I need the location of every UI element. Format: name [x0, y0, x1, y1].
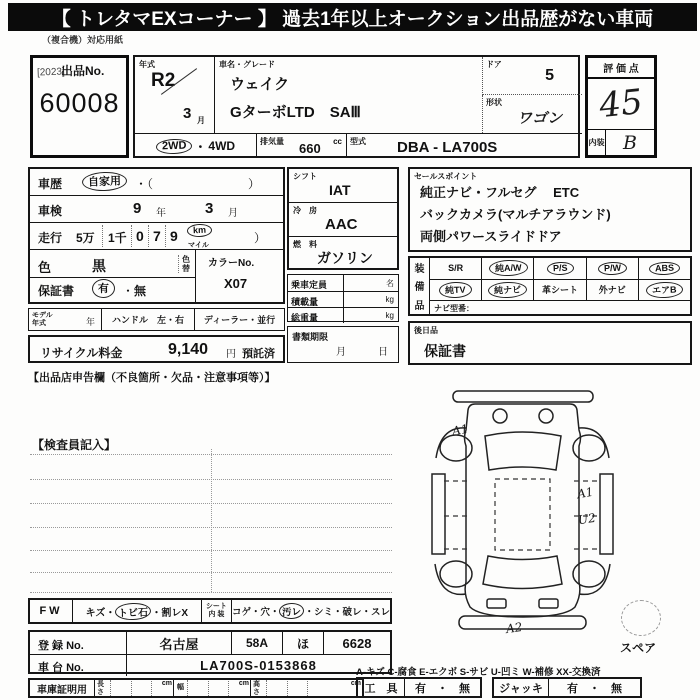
mileage-digit-1: 0	[136, 228, 144, 244]
inspector-heading: 【検査員記入】	[32, 438, 117, 452]
chassis-number: LA700S-0153868	[200, 658, 317, 673]
color-change-label: 色替	[178, 255, 188, 273]
shaken-month: 3	[205, 200, 214, 217]
inspector-line	[30, 592, 392, 593]
fw-row	[28, 598, 392, 624]
garage-row	[28, 678, 364, 698]
vehicle-box	[133, 55, 580, 158]
registration-number: 6628	[342, 635, 372, 651]
fuel-label: 燃 料	[293, 240, 317, 249]
navi-model-label: ナビ型番：	[434, 304, 474, 313]
sales-line-1: 純正ナビ・フルセグ ETC	[420, 185, 580, 200]
sales-line-3: 両側パワースライドドア	[420, 229, 562, 244]
door-cell	[482, 57, 582, 95]
warranty-no: 無	[134, 284, 147, 298]
capacity-unit: 名	[386, 279, 394, 288]
fuel-value: ガソリン	[317, 250, 373, 266]
garage-length-cells: cm	[111, 680, 174, 696]
spare-label: スペア	[620, 641, 657, 655]
later-items-value: 保証書	[424, 343, 466, 359]
registration-kana: ほ	[283, 632, 324, 654]
docs-box	[287, 326, 399, 363]
equip-pw: P/W	[587, 258, 639, 279]
name-cell	[215, 57, 482, 133]
damage-mark: U2	[577, 510, 597, 528]
damage-mark: A2	[505, 619, 524, 637]
career-paren-open: ・（	[135, 177, 154, 191]
model-code-cell	[347, 133, 582, 158]
weight-unit: kg	[385, 311, 394, 320]
year-value: R2	[151, 70, 176, 91]
displacement-value: 660	[299, 141, 321, 156]
shift-label: シフト	[293, 172, 317, 181]
docs-label: 書類期限	[292, 332, 329, 342]
equip-aftermarket-navi: 外ナビ	[587, 280, 639, 301]
lot-number: 60008	[39, 88, 120, 118]
lot-label: 出品No.	[61, 64, 105, 78]
shaken-year-unit: 年	[156, 208, 166, 219]
year-label: 年式	[139, 60, 155, 69]
dealer-cell: ディーラー・並行	[203, 315, 276, 325]
warranty-row	[30, 278, 195, 302]
color-no-label: カラーNo.	[208, 258, 255, 269]
handle-cell: ハンドル 左・右	[102, 309, 195, 330]
mileage-unit-km: km	[187, 224, 212, 238]
equip-airbag: エアB	[639, 280, 690, 301]
tools-label: 工 具	[358, 679, 405, 696]
drive-2wd: 2WD	[156, 138, 193, 154]
drive-cell	[135, 133, 257, 158]
mileage-paren: ）	[254, 231, 267, 245]
ac-label: 冷 房	[293, 206, 317, 215]
damage-mark: A1	[450, 421, 470, 439]
door-label: ドア	[486, 60, 502, 69]
garage-label: 車庫証明用	[30, 680, 95, 696]
color-value: 黒	[92, 258, 106, 274]
recycle-amount: 9,140	[168, 341, 209, 358]
color-no-cell	[195, 250, 283, 302]
weight-label: 総重量	[288, 308, 344, 323]
equipment-label: 装 備 品	[410, 258, 430, 314]
shift-value: IAT	[329, 182, 351, 198]
mileage-digit-2: 7	[153, 228, 161, 244]
mileage-row	[30, 223, 283, 250]
specs-box	[287, 167, 399, 270]
garage-height-label: 高さ	[251, 680, 267, 696]
shaken-label: 車検	[38, 204, 63, 218]
jack-options: 有 ・ 無	[567, 682, 622, 695]
model-year-unit: 年	[85, 317, 95, 327]
garage-width-cells: cm	[188, 680, 251, 696]
shape-label: 形状	[486, 98, 502, 107]
mileage-digit-3: 9	[170, 228, 178, 244]
month-unit: 月	[197, 116, 205, 125]
model-code-label: 型式	[350, 137, 366, 146]
sales-points-box	[408, 167, 692, 252]
recycle-box	[28, 335, 285, 363]
mileage-man: 5万	[76, 231, 95, 245]
model-code-value: DBA - LA700S	[397, 139, 498, 156]
model-year-label: モデル年式	[32, 312, 53, 327]
displacement-unit: cc	[333, 137, 342, 146]
garage-height-cells: cm	[267, 680, 362, 696]
displacement-cell	[257, 133, 347, 158]
color-row	[30, 250, 195, 278]
year-cell	[135, 57, 215, 133]
registration-table	[28, 630, 392, 674]
later-items-box	[408, 321, 692, 365]
tools-options: 有 ・ 無	[415, 682, 470, 695]
weights-box	[287, 274, 399, 322]
equip-ps: P/S	[534, 258, 586, 279]
later-items-label: 後日品	[414, 326, 438, 335]
interior-row	[588, 129, 654, 155]
docs-month: 月	[336, 347, 346, 358]
career-row	[30, 169, 283, 196]
drive-sep: ・	[194, 139, 207, 154]
interior-grade: B	[623, 131, 637, 154]
equip-sr: S/R	[430, 258, 482, 279]
recycle-unit: 円	[226, 349, 236, 360]
equip-leather-seat: 革シート	[534, 280, 586, 301]
name-label: 車名・グレード	[219, 60, 275, 69]
declaration-heading: 【出品店申告欄（不良箇所・欠品・注意事項等）】	[28, 372, 276, 384]
recycle-label: リサイクル料金	[40, 346, 123, 360]
warranty-label: 保証書	[38, 284, 75, 298]
registration-office: 名古屋	[127, 632, 232, 654]
damage-legend: A-キズ C-腐食 E-エクボ S-サビ U-凹ミ W-補修 XX-交換済	[356, 667, 601, 678]
registration-label: 登 録 No.	[30, 632, 127, 654]
seat-condition: コゲ・穴・ 汚レ ・シミ・破レ・スレ	[232, 600, 390, 622]
tools-box	[356, 677, 482, 698]
damage-mark: A1	[575, 484, 595, 502]
banner: 【 トレタマEXコーナー 】 過去1年以上オークション出品歴がない車両	[8, 3, 697, 31]
jack-box	[492, 677, 642, 698]
sales-line-2: バックカメラ(マルチアラウンド)	[420, 207, 611, 222]
car-grade: GターボLTD SAⅢ	[230, 104, 361, 121]
garage-width-label: 幅	[174, 680, 188, 696]
rating-score: 45	[597, 81, 645, 127]
load-unit: kg	[385, 295, 394, 304]
equip-abs: ABS	[639, 258, 690, 279]
mileage-unit-mile: マイル	[188, 242, 209, 249]
lot-number-box	[30, 55, 129, 158]
jack-label: ジャッキ	[494, 679, 549, 696]
fw-label: FW	[30, 600, 73, 622]
rating-label: 評 価 点	[588, 58, 654, 79]
lot-year-stamp: [2023]	[36, 66, 65, 79]
career-paren-close: ）	[248, 177, 261, 191]
mileage-sen: 1千	[108, 231, 127, 245]
color-no-value: X07	[224, 276, 248, 291]
career-label: 車歴	[38, 177, 63, 191]
chassis-label: 車 台 No.	[30, 655, 127, 676]
shaken-month-unit: 月	[228, 208, 238, 219]
car-name: ウェイク	[230, 76, 290, 93]
mileage-label: 走行	[38, 231, 63, 245]
equip-oem-wheels: 純A/W	[482, 258, 534, 279]
sales-points-label: セールスポイント	[414, 172, 478, 181]
equip-oem-navi: 純ナビ	[482, 280, 534, 301]
displacement-label: 排気量	[260, 137, 284, 146]
warranty-yes: 有	[92, 279, 116, 299]
seat-label: シート 内 装	[202, 600, 232, 622]
month-value: 3	[183, 105, 192, 122]
docs-day: 日	[378, 347, 388, 358]
equip-oem-tv: 純TV	[430, 280, 482, 301]
equipment-box	[408, 256, 692, 316]
recycle-status: 預託済	[242, 348, 275, 360]
drive-4wd: 4WD	[208, 139, 236, 153]
load-label: 積載量	[288, 292, 344, 307]
warranty-sep: ・	[122, 284, 135, 298]
shape-cell	[482, 95, 582, 133]
shape-value: ワゴン	[517, 109, 563, 127]
inspector-divider	[211, 449, 212, 592]
shaken-year: 9	[133, 200, 142, 217]
interior-label: 内装	[588, 130, 606, 155]
model-row	[28, 308, 285, 331]
capacity-label: 乗車定員	[288, 275, 344, 291]
ac-value: AAC	[325, 216, 358, 233]
rating-box	[585, 55, 657, 158]
history-box	[28, 167, 285, 304]
car-diagram	[415, 386, 630, 636]
registration-class: 58A	[232, 632, 283, 654]
spare-circle	[621, 600, 661, 636]
career-value: 自家用	[82, 171, 128, 192]
paper-note: （複合機）対応用紙	[42, 35, 124, 45]
fw-glass-condition: キズ・ トビ石 ・割レX	[73, 600, 202, 622]
door-count: 5	[545, 67, 554, 84]
shaken-row	[30, 196, 283, 223]
garage-length-label: 長さ	[95, 680, 111, 696]
color-label: 色	[38, 260, 52, 275]
